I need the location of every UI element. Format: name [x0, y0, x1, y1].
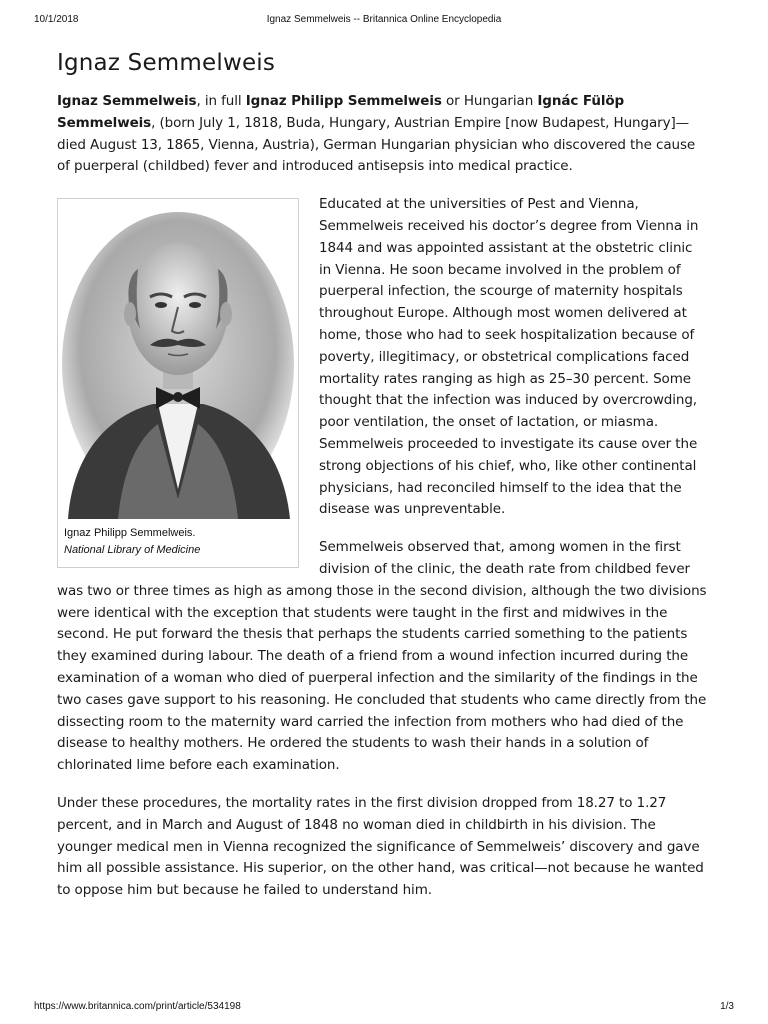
- print-date: 10/1/2018: [34, 14, 79, 25]
- article-title: Ignaz Semmelweis: [57, 50, 276, 76]
- print-url: https://www.britannica.com/print/article/534198: [34, 1001, 241, 1012]
- article-intro: [57, 91, 708, 178]
- paragraph-procedures: Under these procedures, the mortality rates in the first division dropped from 18.27 to 1.27 percent, and in March and August of 1848 no woman died in childbirth in his division. The younger medical men in Vienna recognized the significance of Semmelweis’ discovery and gave him all possible assistance. His superior, on the other hand, was critical—not because he wanted to oppose him but because he failed to understand him.: [57, 794, 704, 899]
- portrait-figure: [57, 198, 299, 568]
- subject-hungarian-name: Ignác Fülöp Semmelweis: [57, 93, 625, 131]
- print-document-title: Ignaz Semmelweis -- Britannica Online Encyclopedia: [266, 14, 502, 25]
- intro-text-in-full: , in full: [196, 93, 246, 109]
- caption-text: Ignaz Philipp Semmelweis.: [64, 527, 196, 540]
- subject-full-name: Ignaz Philipp Semmelweis: [245, 93, 442, 109]
- page-number: 1/3: [720, 1001, 734, 1012]
- article-content: [57, 50, 708, 918]
- intro-text-rest: , (born July 1, 1818, Buda, Hungary, Austrian Empire [now Budapest, Hungary]—died August 13, 1865, Vienna, Austria), German Hungarian physician who discovered the cause of puerperal (childbed) fever and introduced antisepsis into medical practice.: [57, 114, 696, 175]
- paragraph-observation: Semmelweis observed that, among women in the first division of the clinic, the death rate from childbed fever was two or three times as high as among those in the second division, although the two divisions were identical with the exception that students were taught in the first and midwives in the second. He put forward the thesis that perhaps the students carried something to the patients they examined during labour. The death of a friend from a wound infection incurred during the examination of a woman who died of puerperal infection and the similarity of the findings in the two cases gave support to his reasoning. He concluded that students who came directly from the dissecting room to the maternity ward carried the infection from mothers who had died of the disease to healthy mothers. He ordered the students to wash their hands in a solution of chlorinated lime before each examination.: [57, 539, 707, 774]
- intro-text-or-hungarian: or Hungarian: [441, 93, 538, 109]
- figure-caption: [58, 519, 298, 567]
- subject-name: Ignaz Semmelweis: [57, 93, 197, 109]
- paragraph-education: Educated at the universities of Pest and Vienna, Semmelweis received his doctor’s degree from Vienna in 1844 and was appointed assistant at the obstetric clinic in Vienna. He soon became involved in the problem of puerperal infection, the scourge of maternity hospitals throughout Europe. Although most women delivered at home, those who had to seek hospitalization because of poverty, illegitimacy, or obstetrical complications faced mortality rates ranging as high as 25–30 percent. Some thought that the infection was induced by overcrowding, poor ventilation, the onset of lactation, or miasma. Semmelweis proceeded to investigate its cause over the strong objections of his chief, who, like other continental physicians, had reconciled himself to the idea that the disease was unpreventable.: [319, 196, 699, 518]
- caption-credit: National Library of Medicine: [64, 544, 201, 557]
- portrait-image: [58, 199, 298, 519]
